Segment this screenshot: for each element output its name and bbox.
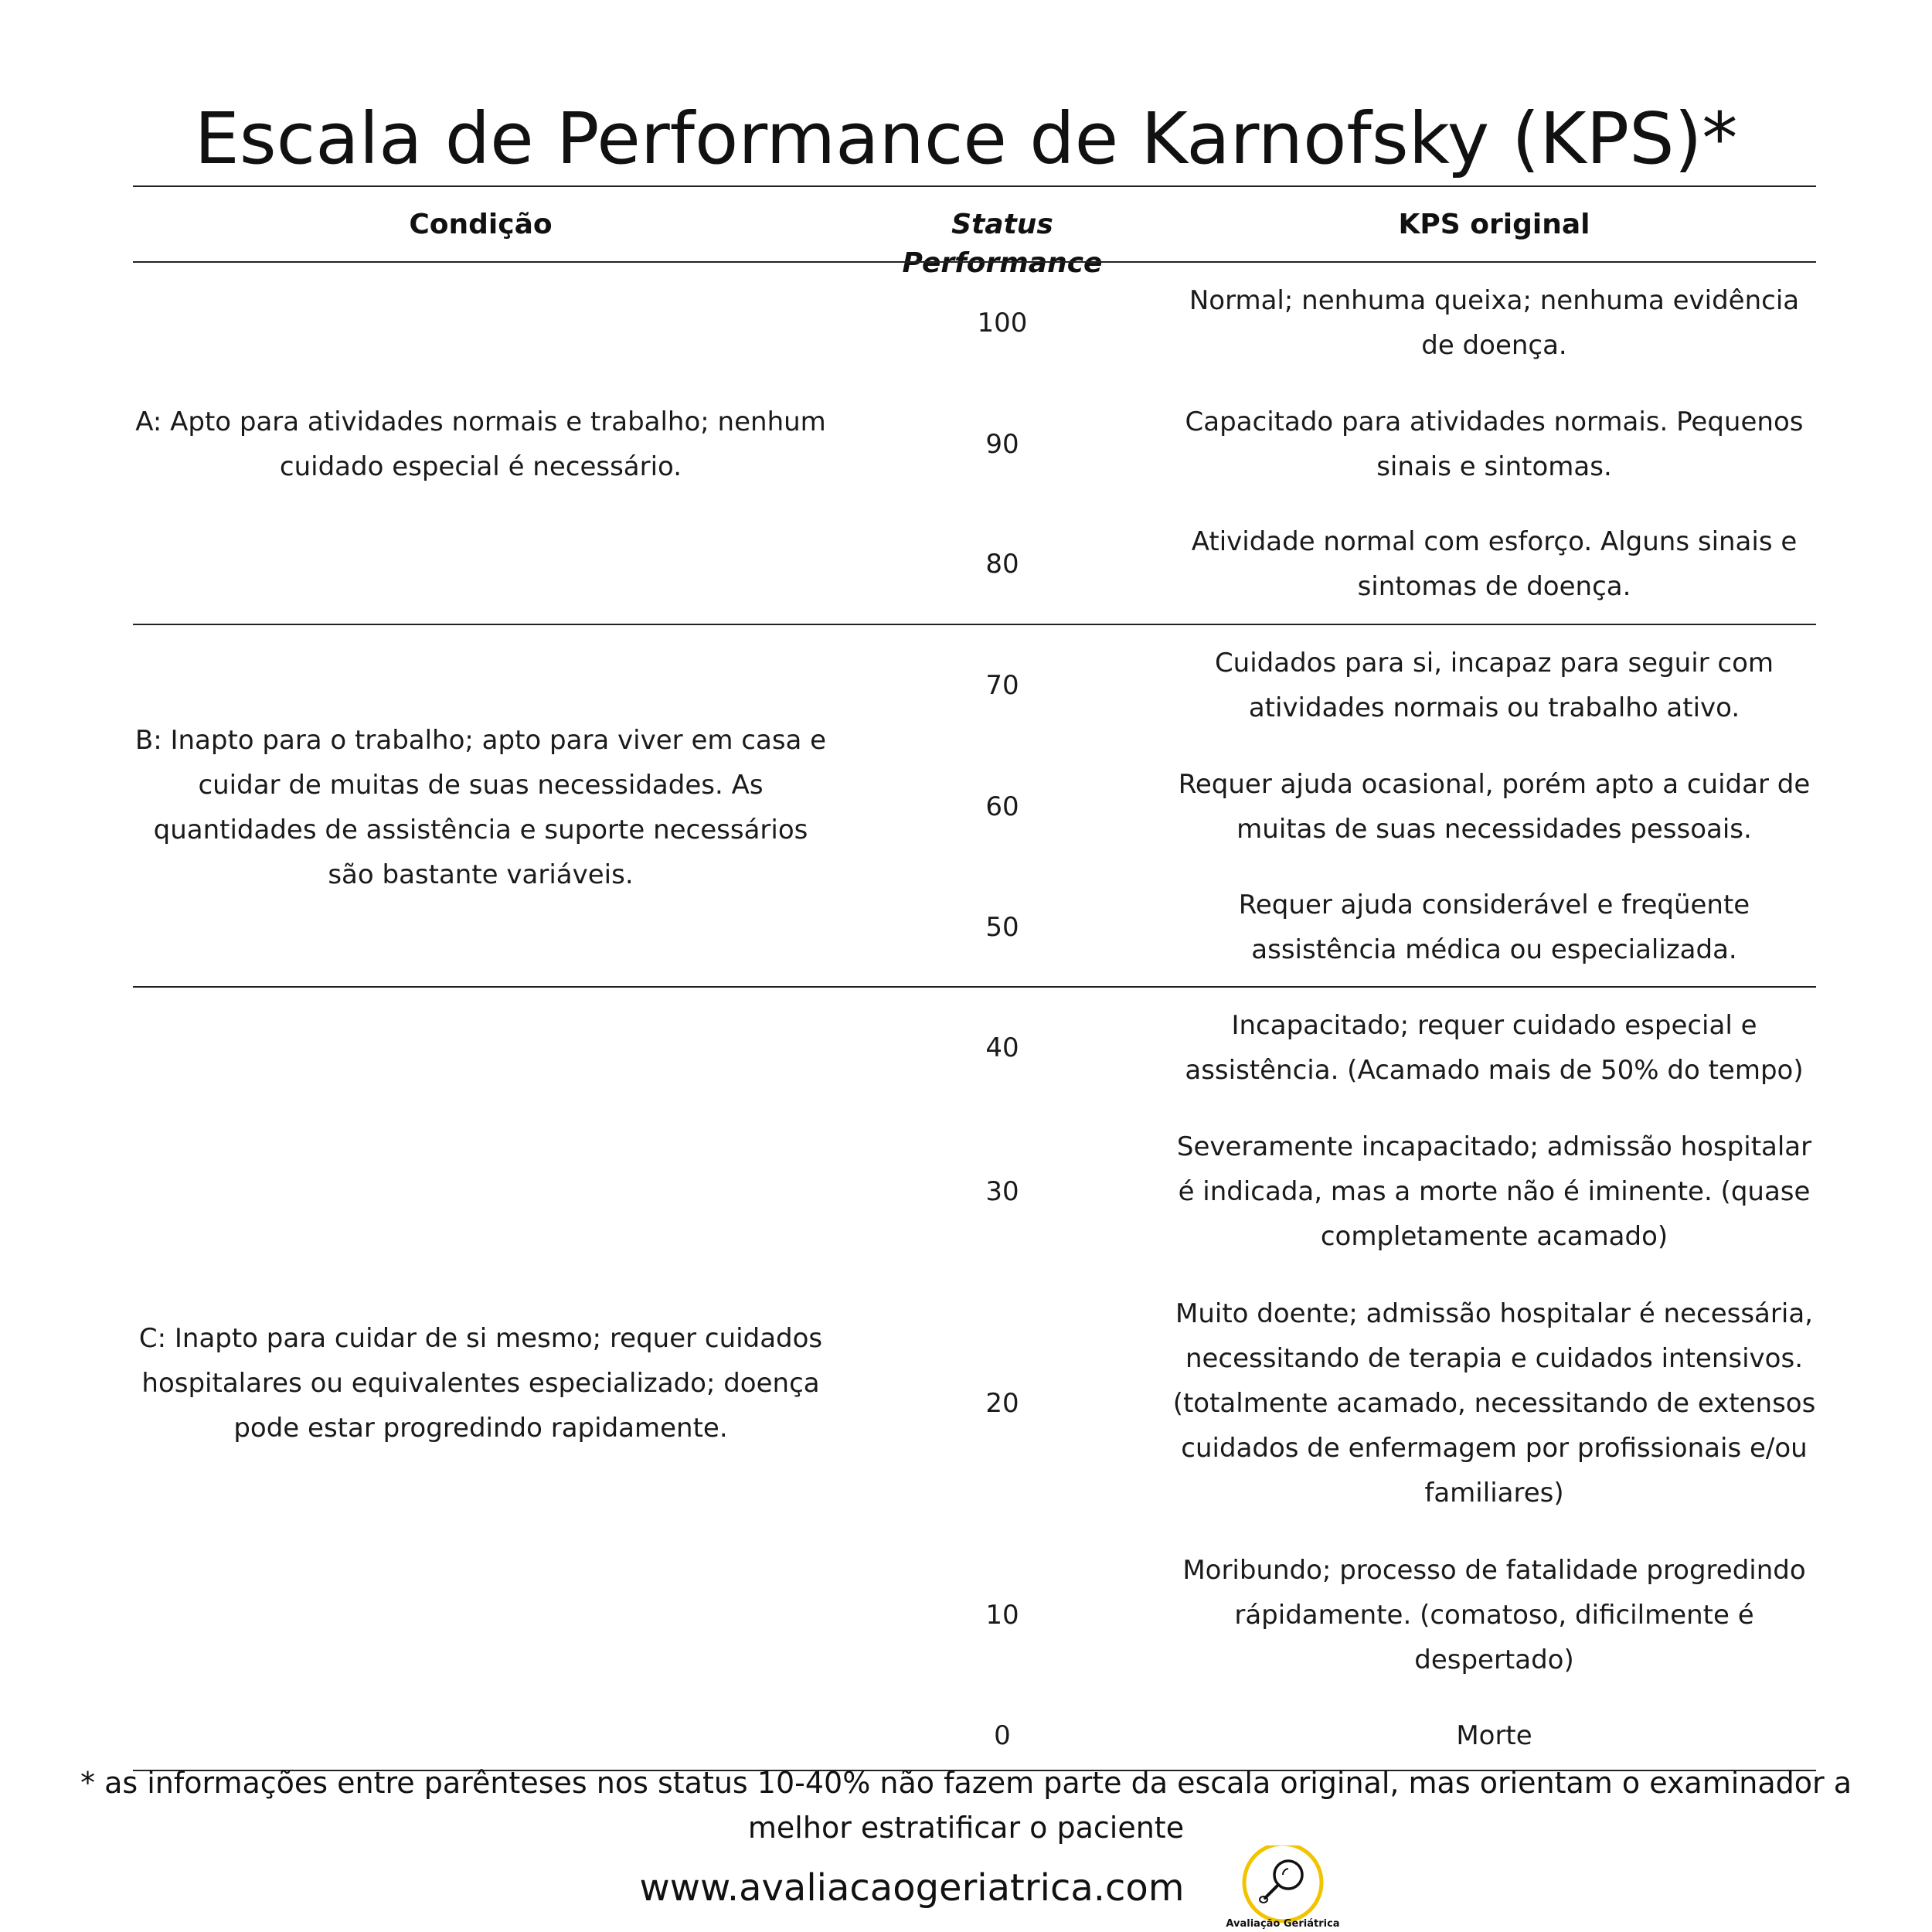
score-40: 40 — [985, 1032, 1019, 1063]
score-90: 90 — [985, 429, 1019, 460]
description-20: Muito doente; admissão hospitalar é necessária, necessitando de terapia e cuidados intensivos. (totalmente acamado, necessitando de extensos cuidados de enfermagem por profissionais e/ou familiares) — [1172, 1298, 1816, 1509]
score-20: 20 — [985, 1388, 1019, 1419]
description-70: Cuidados para si, incapaz para seguir com atividades normais ou trabalho ativo. — [1214, 648, 1774, 723]
score-50: 50 — [985, 912, 1019, 943]
condition-group-a: A: Apto para atividades normais e trabalho; nenhum cuidado especial é necessário. — [135, 406, 826, 482]
score-0: 0 — [994, 1720, 1011, 1751]
description-90: Capacitado para atividades normais. Pequenos sinais e sintomas. — [1185, 406, 1804, 482]
description-0: Morte — [1456, 1720, 1532, 1751]
score-30: 30 — [985, 1176, 1019, 1207]
score-100: 100 — [977, 308, 1028, 338]
score-10: 10 — [985, 1600, 1019, 1631]
condition-group-b: B: Inapto para o trabalho; apto para viver em casa e cuidar de muitas de suas necessidades. As quantidades de assistência e suporte necessários são bastante variáveis. — [134, 725, 827, 890]
logo-ring — [1244, 1845, 1321, 1921]
description-10: Moribundo; processo de fatalidade progredindo rápidamente. (comatoso, dificilmente é despertado) — [1182, 1555, 1806, 1675]
condition-group-c: C: Inapto para cuidar de si mesmo; requer cuidados hospitalares ou equivalentes especializado; doença pode estar progredindo rapidamente. — [138, 1323, 823, 1444]
page-title: Escala de Performance de Karnofsky (KPS)* — [194, 97, 1738, 180]
logo-label: Avaliação Geriátrica — [1226, 1918, 1340, 1930]
description-100: Normal; nenhuma queixa; nenhuma evidência de doença. — [1189, 285, 1800, 361]
logo — [1225, 1845, 1341, 1932]
footnote: * as informações entre parênteses nos status 10-40% não fazem parte da escala original, mas orientam o examinador a melhor estratificar o paciente — [80, 1766, 1852, 1845]
magnifier-icon — [1225, 1845, 1341, 1923]
description-60: Requer ajuda ocasional, porém apto a cuidar de muitas de suas necessidades pessoais. — [1178, 769, 1811, 845]
table-top-rule — [133, 185, 1816, 187]
score-70: 70 — [985, 670, 1019, 701]
column-header-kps: KPS original — [1398, 209, 1590, 240]
header-bottom-rule — [133, 261, 1816, 263]
description-40: Incapacitado; requer cuidado especial e assistência. (Acamado mais de 50% do tempo) — [1185, 1010, 1804, 1086]
description-50: Requer ajuda considerável e freqüente assistência médica ou especializada. — [1238, 889, 1750, 965]
group-a-bottom-rule — [133, 624, 1816, 625]
description-30: Severamente incapacitado; admissão hospitalar é indicada, mas a morte não é iminente. (quase completamente acamado) — [1176, 1131, 1812, 1252]
description-80: Atividade normal com esforço. Alguns sinais e sintomas de doença. — [1191, 526, 1798, 602]
column-header-status: Status Performance — [902, 209, 1103, 279]
score-80: 80 — [985, 549, 1019, 580]
website-link[interactable]: www.avaliacaogeriatrica.com — [639, 1866, 1185, 1910]
column-header-condition: Condição — [409, 209, 553, 240]
score-60: 60 — [985, 791, 1019, 822]
group-b-bottom-rule — [133, 986, 1816, 988]
